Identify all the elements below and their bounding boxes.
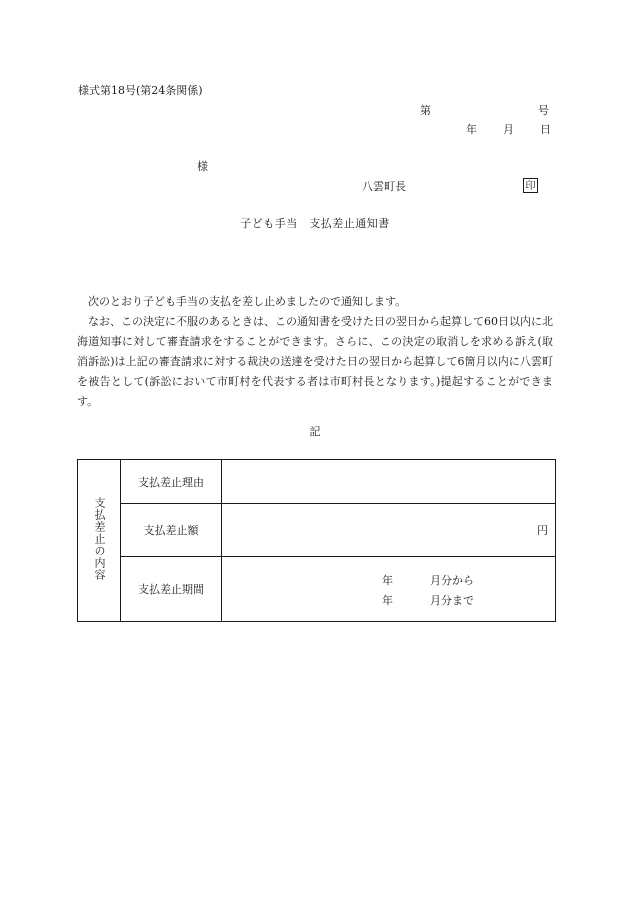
amount-value (222, 504, 556, 557)
suspension-details-table (77, 459, 556, 622)
document-number-suffix: 号 (538, 104, 549, 117)
notice-paragraph-1: 次のとおり子ども手当の支払を差し止めましたので通知します。 (88, 295, 407, 308)
period-to (222, 589, 555, 609)
period-label: 支払差止期間 (121, 557, 222, 622)
recipient-honorific: 様 (197, 160, 208, 173)
document-number-prefix: 第 (420, 104, 431, 117)
date-year-label: 年 (466, 123, 477, 136)
notice-body (77, 292, 553, 412)
document-title: 子ども手当 支払差止通知書 (240, 217, 390, 230)
table-row (78, 460, 556, 504)
period-from (222, 569, 555, 589)
date-month-label: 月 (503, 123, 514, 136)
amount-unit: 円 (537, 524, 548, 537)
sender-name: 八雲町長 (362, 180, 406, 193)
amount-label: 支払差止額 (121, 504, 222, 557)
period-to-month: 月分まで (430, 594, 474, 607)
reason-value (222, 460, 556, 504)
seal-stamp: 印 (523, 178, 538, 193)
period-from-month: 月分から (430, 574, 474, 587)
period-to-year: 年 (382, 594, 393, 607)
notice-paragraph-2: なお、この決定に不服のあるときは、この通知書を受けた日の翌日から起算して60日以内に北海道知事に対して審査請求をすることができます。さらに、この決定の取消しを求める訴え(取消訴訟)は上記の審査請求に対する裁決の送達を受けた日の翌日から起算して6箇月以内に八雲町を被告として(訴訟において市町村を代表する者は市町村長となります。)提起することができます。 (77, 315, 553, 408)
date-day-label: 日 (540, 123, 551, 136)
table-row (78, 557, 556, 622)
table-row (78, 504, 556, 557)
period-value (222, 557, 556, 622)
group-label: 支払差止の内容 (93, 497, 106, 581)
reason-label: 支払差止理由 (121, 460, 222, 504)
ki-heading: 記 (309, 425, 321, 438)
form-number: 様式第18号(第24条関係) (78, 84, 203, 97)
group-label-cell (78, 460, 121, 622)
period-from-year: 年 (382, 574, 393, 587)
